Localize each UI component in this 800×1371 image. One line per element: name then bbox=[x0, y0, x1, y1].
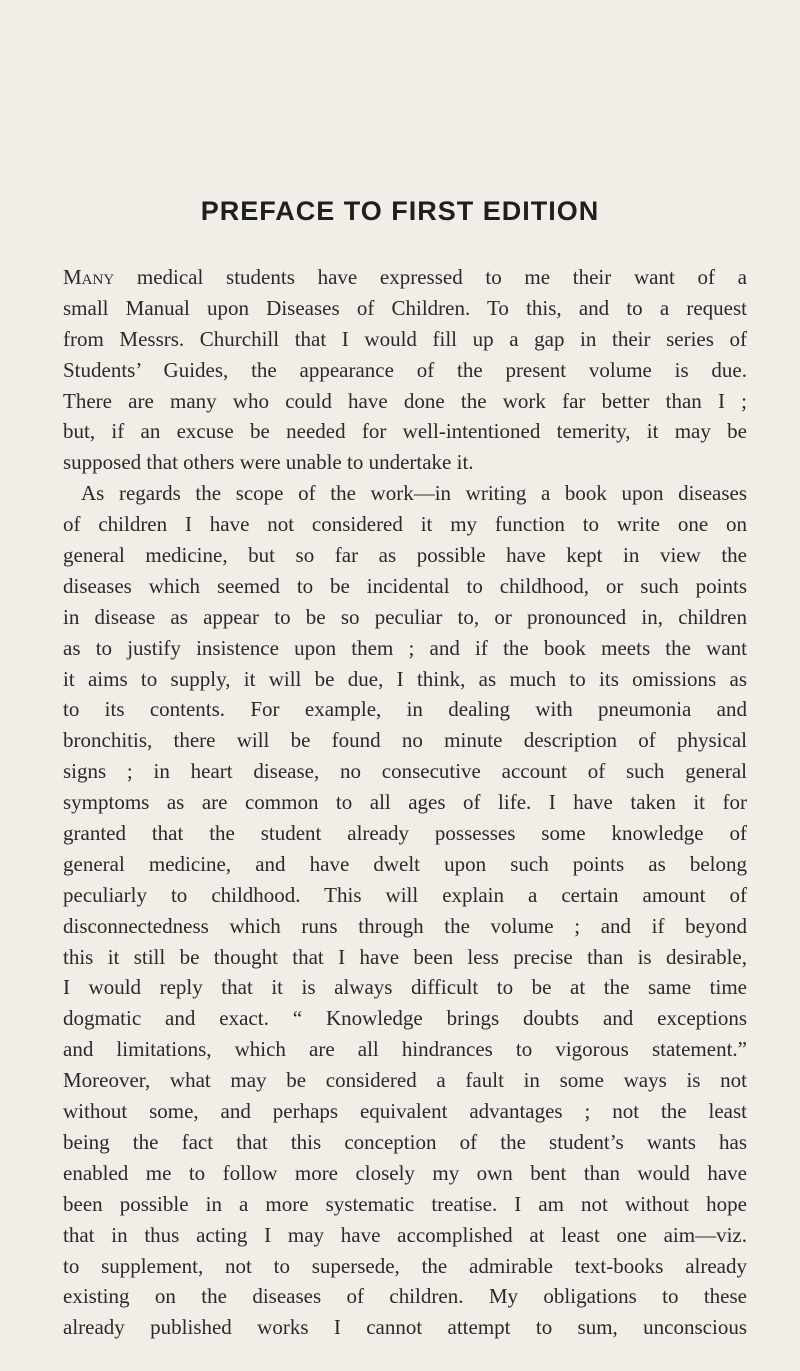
text-line: There are many who could have done the work far better than I ; bbox=[63, 388, 747, 413]
text-line bbox=[63, 262, 747, 293]
text-line: to supplement, not to supersede, the admirable text-books already bbox=[63, 1253, 747, 1278]
text-line: Students’ Guides, the appearance of the present volume is due. bbox=[63, 357, 747, 382]
opening-word: Many bbox=[63, 265, 115, 289]
text-line: that in thus acting I may have accomplished at least one aim—viz. bbox=[63, 1222, 747, 1247]
text-line: bronchitis, there will be found no minute description of physical bbox=[63, 728, 747, 753]
text-line: dogmatic and exact. “ Knowledge brings doubts and exceptions bbox=[63, 1006, 747, 1031]
text-line: diseases which seemed to be incidental to childhood, or such points bbox=[63, 573, 747, 598]
text-line-content: medical students have expressed to me their want of a bbox=[114, 265, 747, 289]
text-line: peculiarly to childhood. This will explain a certain amount of bbox=[63, 882, 747, 907]
text-line: enabled me to follow more closely my own bent than would have bbox=[63, 1160, 747, 1185]
preface-body bbox=[63, 262, 747, 1343]
text-line: symptoms as are common to all ages of life. I have taken it for bbox=[63, 790, 747, 815]
text-line: supposed that others were unable to undertake it. bbox=[63, 450, 474, 475]
text-line: to its contents. For example, in dealing with pneumonia and bbox=[63, 697, 747, 722]
text-line: been possible in a more systematic treatise. I am not without hope bbox=[63, 1191, 747, 1216]
text-line: from Messrs. Churchill that I would fill up a gap in their series of bbox=[63, 326, 747, 351]
text-line: small Manual upon Diseases of Children. To this, and to a request bbox=[63, 295, 747, 320]
page-title: PREFACE TO FIRST EDITION bbox=[200, 196, 600, 226]
text-line: of children I have not considered it my function to write one on bbox=[63, 512, 747, 537]
text-line: signs ; in heart disease, no consecutive account of such general bbox=[63, 759, 747, 784]
text-line: and limitations, which are all hindrances to vigorous statement.” bbox=[63, 1037, 747, 1062]
text-line: being the fact that this conception of the student’s wants has bbox=[63, 1129, 747, 1154]
text-line: general medicine, and have dwelt upon such points as belong bbox=[63, 851, 747, 876]
text-line: As regards the scope of the work—in writing a book upon diseases bbox=[81, 481, 747, 506]
text-line: I would reply that it is always difficult to be at the same time bbox=[63, 975, 747, 1000]
text-line: granted that the student already possesses some knowledge of bbox=[63, 821, 747, 846]
text-line: disconnectedness which runs through the volume ; and if beyond bbox=[63, 913, 747, 938]
text-line: existing on the diseases of children. My obligations to these bbox=[63, 1284, 747, 1309]
text-line: it aims to supply, it will be due, I think, as much to its omissions as bbox=[63, 666, 747, 691]
text-line: but, if an excuse be needed for well-intentioned temerity, it may be bbox=[63, 419, 747, 444]
text-line: without some, and perhaps equivalent advantages ; not the least bbox=[63, 1099, 747, 1124]
text-line: already published works I cannot attempt to sum, unconscious bbox=[63, 1315, 747, 1340]
text-line: this it still be thought that I have been less precise than is desirable, bbox=[63, 944, 747, 969]
text-line: Moreover, what may be considered a fault in some ways is not bbox=[63, 1068, 747, 1093]
text-line: general medicine, but so far as possible have kept in view the bbox=[63, 543, 747, 568]
text-line: as to justify insistence upon them ; and if the book meets the want bbox=[63, 635, 747, 660]
text-line: in disease as appear to be so peculiar to, or pronounced in, children bbox=[63, 604, 747, 629]
